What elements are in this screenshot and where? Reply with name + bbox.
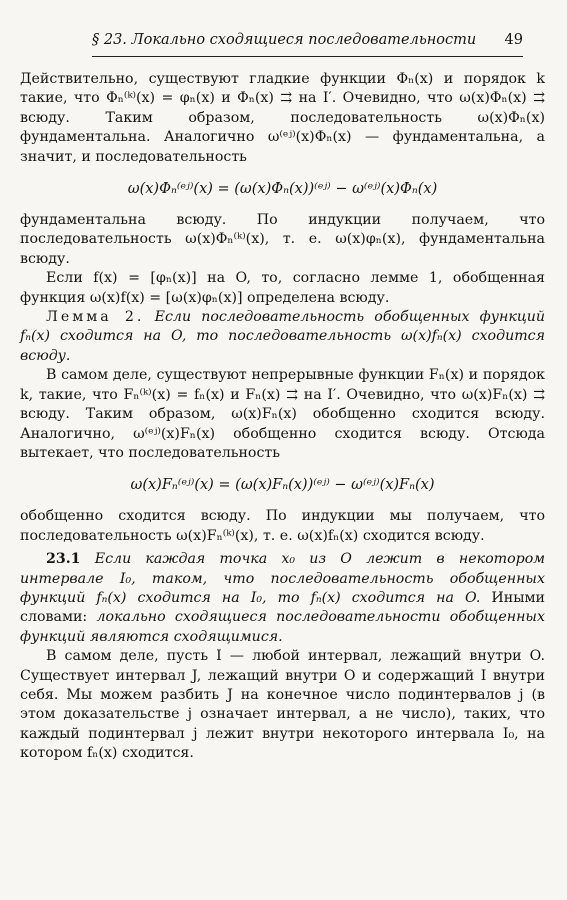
lemma-2-label: Лемма 2. [46, 309, 145, 326]
equation-phi-derivative: ω(x)Φₙ⁽ᵉʲ⁾(x) = (ω(x)Φₙ(x))⁽ᵉʲ⁾ − ω⁽ᵉʲ⁾(x)Φₙ(x) [127, 181, 438, 198]
lemma-2-statement: Если последовательность обобщенных функций fₙ(x) сходится на O, то последовательность ω(x)fₙ(x) сходится всюду. [20, 309, 546, 364]
paragraph-proof-lemma1-continued: Действительно, существуют гладкие функции Φₙ(x) и порядок k такие, что Φₙ⁽ᵏ⁾(x) = φₙ(x) и Φₙ(x) ⇉ на I′. Очевидно, что ω(x)Φₙ(x) ⇉ всюду. Таким образом, последовательность ω(x)Φₙ(x) фундаментальна. Аналогично ω⁽ᵉʲ⁾(x)Φₙ(x) — фундаментальна, а значит, и последовательность [20, 71, 545, 165]
lemma-2 [20, 308, 545, 366]
paragraph-proof-lemma2: В самом деле, существуют непрерывные функции Fₙ(x) и порядок k, такие, что Fₙ⁽ᵏ⁾(x) = fₙ(x) и Fₙ(x) ⇉ на I′. Очевидно, что ω(x)Fₙ(x) ⇉ всюду. Таким образом, ω(x)Fₙ(x) обобщенно сходится всюду. Аналогично, ω⁽ᵉʲ⁾(x)Fₙ(x) обобщенно сходится всюду. Отсюда вытекает, что последовательность [20, 367, 545, 461]
theorem-restatement: локально сходящиеся последовательности обобщенных функций являются сходящимися. [20, 609, 545, 645]
paragraph-proof-theorem: В самом деле, пусть I — любой интервал, лежащий внутри O. Существует интервал J, лежащий внутри O и содержащий I внутри себя. Мы можем разбить J на конечное число подинтервалов j (в этом доказательстве j означает интервал, а не число), таких, что каждый подинтервал j лежит внутри некоторого интервала I₀, на котором fₙ(x) сходится. [20, 648, 545, 762]
running-title: § 23. Локально сходящиеся последовательности [92, 32, 477, 48]
theorem-23-1 [20, 550, 545, 647]
paragraph-induction-phi: фундаментальна всюду. По индукции получаем, что последовательность ω(x)Φₙ⁽ᵏ⁾(x), т. е. ω(x)φₙ(x), фундаментальна всюду. [20, 212, 545, 267]
theorem-number: 23.1 [46, 551, 81, 568]
theorem-restatement-lead: Иными словами: [20, 589, 546, 626]
page-number: 49 [504, 32, 523, 48]
theorem-statement: Если каждая точка x₀ из O лежит в некотором интервале I₀, таком, что последовательность обобщенных функций fₙ(x) сходится на I₀, то fₙ(x) сходится на O. [20, 551, 545, 606]
running-header [92, 28, 523, 57]
page-body [20, 70, 545, 764]
paragraph-omega-f-defined: Если f(x) = [φₙ(x)] на O, то, согласно лемме 1, обобщенная функция ω(x)f(x) = [ω(x)φₙ(x)] определена всюду. [20, 270, 545, 306]
paragraph-induction-F: обобщенно сходится всюду. По индукции мы получаем, что последовательность ω(x)Fₙ⁽ᵏ⁾(x), т. е. ω(x)fₙ(x) сходится всюду. [20, 508, 545, 544]
equation-F-derivative: ω(x)Fₙ⁽ᵉʲ⁾(x) = (ω(x)Fₙ(x))⁽ᵉʲ⁾ − ω⁽ᵉʲ⁾(x)Fₙ(x) [130, 477, 435, 494]
